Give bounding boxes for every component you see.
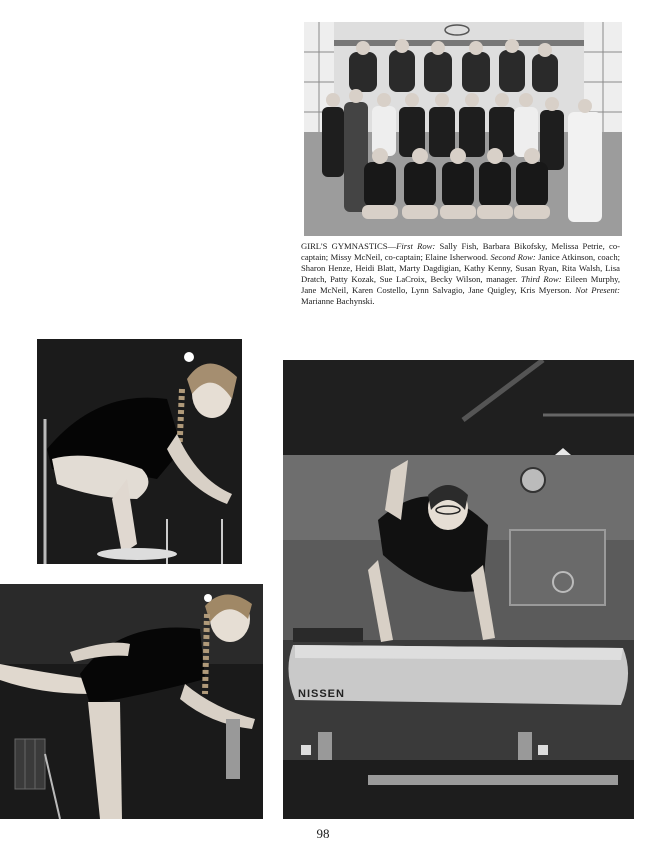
crouching-gymnast-photo [37,339,242,564]
not-present-names: Marianne Bachynski. [301,296,375,307]
arabesque-gymnast-image [0,584,263,819]
caption-dash: — [387,241,397,251]
pommel-horse-gymnast-photo [283,360,634,819]
caption-heading: GIRL'S GYMNASTICS [301,241,388,251]
pommel-horse-gymnast-image [283,360,634,819]
team-photo-caption [301,241,620,308]
crouching-gymnast-image [37,339,242,564]
arabesque-gymnast-photo [0,584,263,819]
team-photo [304,22,622,236]
equipment-brand-label: NISSEN [298,688,345,700]
not-present-label: Not Present: [575,285,620,296]
third-row-names: Eileen Murphy, Jane McNeil, Karen Costello, Lynn Salvagio, Jane Quigley, Kris Myerson. [301,274,621,296]
third-row-label: Third Row: [521,274,562,285]
second-row-label: Second Row: [490,252,536,263]
team-photo-image [304,22,622,236]
page-number: 98 [316,826,330,841]
second-row-names: Janice Atkinson, coach; Sharon Henze, Heidi Blatt, Marty Dagdigian, Kathy Kenny, Susan Ryan, Rita Walsh, Lisa Dratch, Patty Kozak, Sue LaCroix, Becky Wilson, manager. [301,252,620,285]
first-row-label: First Row: [396,241,436,251]
first-row-names: Sally Fish, Barbara Bikofsky, Melissa Petrie, co-captain; Missy McNeil, co-captain; Elaine Isherwood. [301,241,620,263]
